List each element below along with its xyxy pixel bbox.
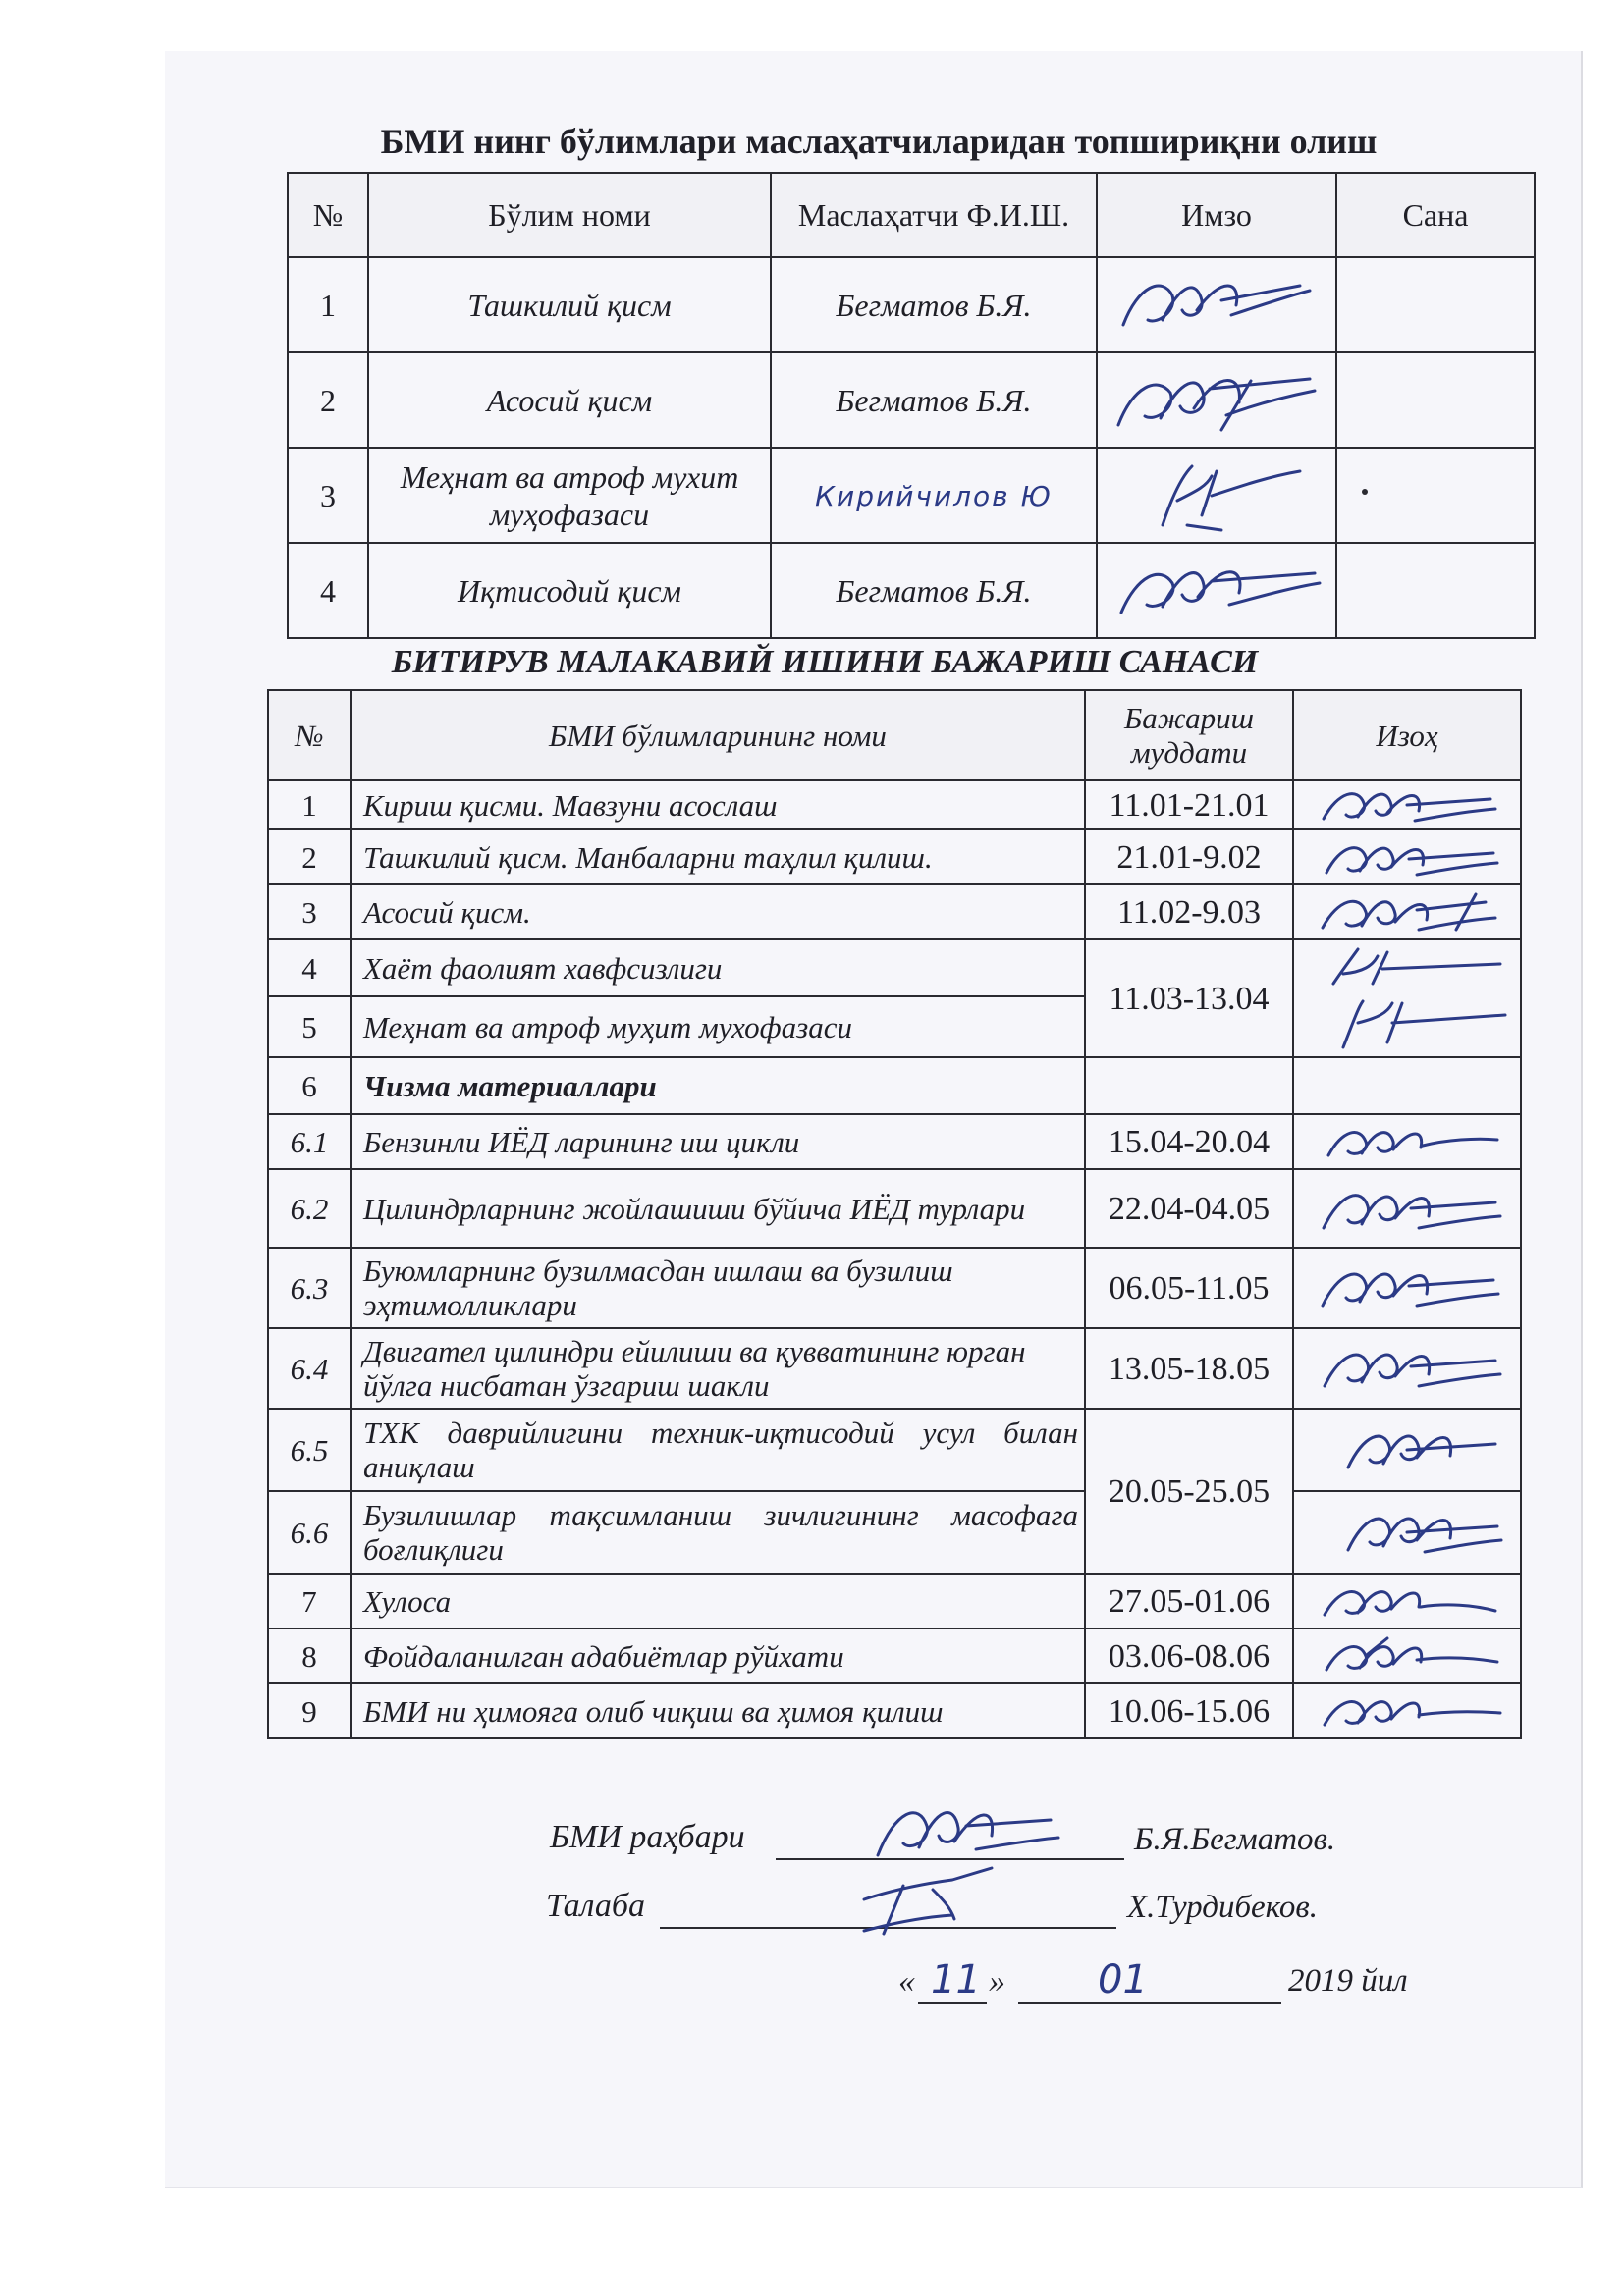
item-name: Меҳнат ва атроф муҳит мухофазаси	[351, 996, 1085, 1057]
signature-image	[1304, 944, 1510, 1052]
signature-image	[1309, 1420, 1505, 1479]
section-name: Меҳнат ва атроф мухит муҳофазаси	[368, 448, 771, 543]
row-number: 6.6	[268, 1491, 351, 1574]
signature-image	[1309, 1689, 1505, 1733]
consultant-name	[771, 448, 1097, 543]
row-number: 4	[288, 543, 368, 638]
header-no: №	[268, 690, 351, 780]
signature-image	[1309, 1179, 1505, 1238]
schedule-table	[267, 689, 1522, 1739]
table-row	[268, 1683, 1521, 1738]
table-row	[268, 1328, 1521, 1409]
item-name: Бензинли ИЁД ларининг иш цикли	[351, 1114, 1085, 1169]
row-number: 6.1	[268, 1114, 351, 1169]
section1-title: БМИ нинг бўлимлари маслаҳатчиларидан топшириқни олиш	[380, 122, 1378, 161]
item-name: Кириш қисми. Мавзуни асослаш	[351, 780, 1085, 829]
date-month-line	[1018, 2002, 1281, 2004]
date-cell	[1336, 257, 1535, 352]
date-close-quote: »	[989, 1963, 1005, 2000]
signature-image	[1309, 1120, 1505, 1163]
row-number: 8	[268, 1629, 351, 1683]
deadline: 21.01-9.02	[1085, 829, 1293, 884]
section-name: Иқтисодий қисм	[368, 543, 771, 638]
item-name: Хулоса	[351, 1574, 1085, 1629]
row-number: 6	[268, 1057, 351, 1114]
note-signature	[1293, 884, 1521, 939]
table-row	[268, 1114, 1521, 1169]
table-row	[268, 1169, 1521, 1248]
ink-dot	[1362, 489, 1368, 495]
date-open-quote: «	[898, 1963, 915, 2000]
signature-image	[1309, 1579, 1505, 1623]
signature-image	[1104, 266, 1329, 345]
deadline: 06.05-11.05	[1085, 1248, 1293, 1328]
table-row	[288, 448, 1535, 543]
date-day: 11	[931, 1957, 981, 2002]
signature-cell	[1097, 448, 1336, 543]
item-name: Асосий қисм.	[351, 884, 1085, 939]
consultant-name: Бегматов Б.Я.	[771, 352, 1097, 448]
item-name: Фойдаланилган адабиётлар рўйхати	[351, 1629, 1085, 1683]
note-signature	[1293, 1114, 1521, 1169]
header-no: №	[288, 173, 368, 257]
header-date: Сана	[1336, 173, 1535, 257]
signature-cell	[1097, 352, 1336, 448]
row-number: 6.5	[268, 1409, 351, 1491]
row-number: 2	[288, 352, 368, 448]
row-number: 6.2	[268, 1169, 351, 1248]
deadline: 15.04-20.04	[1085, 1114, 1293, 1169]
signature-image	[1309, 890, 1505, 934]
consultants-table	[287, 172, 1536, 639]
header-signature: Имзо	[1097, 173, 1336, 257]
item-name: Хаёт фаолият хавфсизлиги	[351, 939, 1085, 996]
header-name: БМИ бўлимларининг номи	[351, 690, 1085, 780]
date-cell	[1336, 543, 1535, 638]
table-row	[268, 1491, 1521, 1574]
table-row	[268, 780, 1521, 829]
student-signature	[844, 1860, 1021, 1939]
item-name: Двигател цилиндри ейилиши ва қувватининг юрган йўлга нисбатан ўзгариш шакли	[351, 1328, 1085, 1409]
header-consultant: Маслаҳатчи Ф.И.Ш.	[771, 173, 1097, 257]
signature-image	[1309, 1258, 1505, 1317]
item-name: Цилиндрларнинг жойлашиши бўйича ИЁД турлари	[351, 1169, 1085, 1248]
date-day-line	[918, 2002, 987, 2004]
note-signature	[1293, 829, 1521, 884]
table-row	[268, 884, 1521, 939]
table-row	[268, 829, 1521, 884]
deadline: 27.05-01.06	[1085, 1574, 1293, 1629]
note-signature	[1293, 1328, 1521, 1409]
note-cell	[1293, 1057, 1521, 1114]
section2-title: БИТИРУВ МАЛАКАВИЙ ИШИНИ БАЖАРИШ САНАСИ	[391, 644, 1259, 680]
consultant-handwritten: Кирийчилов Ю	[815, 479, 1053, 512]
note-signature	[1293, 939, 1521, 1057]
signature-image	[1309, 783, 1505, 827]
signature-image	[1309, 1339, 1505, 1398]
note-signature	[1293, 1409, 1521, 1491]
header-deadline: Бажариш муддати	[1085, 690, 1293, 780]
supervisor-label: БМИ раҳбари	[550, 1819, 745, 1855]
note-signature	[1293, 1248, 1521, 1328]
table-row	[268, 1057, 1521, 1114]
table-row	[288, 543, 1535, 638]
student-name: Х.Турдибеков.	[1127, 1890, 1318, 1925]
table-row	[268, 1409, 1521, 1491]
signature-image	[1309, 1634, 1505, 1678]
row-number: 1	[288, 257, 368, 352]
table-row	[288, 257, 1535, 352]
item-name: Чизма материаллари	[351, 1057, 1085, 1114]
deadline: 03.06-08.06	[1085, 1629, 1293, 1683]
student-label: Талаба	[546, 1888, 646, 1924]
date-month: 01	[1098, 1957, 1148, 2002]
section-name: Асосий қисм	[368, 352, 771, 448]
signature-image	[1104, 456, 1329, 535]
item-name: БМИ ни ҳимояга олиб чиқиш ва ҳимоя қилиш	[351, 1683, 1085, 1738]
consultant-name: Бегматов Б.Я.	[771, 543, 1097, 638]
section-name: Ташкилий қисм	[368, 257, 771, 352]
table-row	[268, 1629, 1521, 1683]
row-number: 6.3	[268, 1248, 351, 1328]
signature-image	[1104, 361, 1329, 440]
date-cell	[1336, 448, 1535, 543]
note-signature	[1293, 1574, 1521, 1629]
row-number: 5	[268, 996, 351, 1057]
row-number: 6.4	[268, 1328, 351, 1409]
note-signature	[1293, 780, 1521, 829]
row-number: 4	[268, 939, 351, 996]
item-name: Буюмларнинг бузилмасдан ишлаш ва бузилиш эҳтимолликлари	[351, 1248, 1085, 1328]
deadline	[1085, 1057, 1293, 1114]
table-row	[268, 939, 1521, 996]
supervisor-name: Б.Я.Бегматов.	[1134, 1822, 1336, 1857]
deadline: 22.04-04.05	[1085, 1169, 1293, 1248]
row-number: 2	[268, 829, 351, 884]
signature-image	[1309, 1503, 1505, 1562]
row-number: 3	[268, 884, 351, 939]
note-signature	[1293, 1491, 1521, 1574]
header-note: Изоҳ	[1293, 690, 1521, 780]
supervisor-signature	[864, 1787, 1060, 1865]
deadline: 11.02-9.03	[1085, 884, 1293, 939]
row-number: 1	[268, 780, 351, 829]
deadline: 20.05-25.05	[1085, 1409, 1293, 1574]
table-header-row	[288, 173, 1535, 257]
signature-image	[1309, 835, 1505, 879]
table-header-row	[268, 690, 1521, 780]
signature-cell	[1097, 543, 1336, 638]
item-name: Ташкилий қисм. Манбаларни таҳлил қилиш.	[351, 829, 1085, 884]
signature-cell	[1097, 257, 1336, 352]
header-section: Бўлим номи	[368, 173, 771, 257]
note-signature	[1293, 1169, 1521, 1248]
deadline: 11.01-21.01	[1085, 780, 1293, 829]
deadline: 10.06-15.06	[1085, 1683, 1293, 1738]
date-cell	[1336, 352, 1535, 448]
item-name: Бузилишлар тақсимланиш зичлигининг масофага боғлиқлиги	[351, 1491, 1085, 1574]
row-number: 7	[268, 1574, 351, 1629]
table-row	[288, 352, 1535, 448]
signature-image	[1104, 552, 1329, 630]
row-number: 9	[268, 1683, 351, 1738]
consultant-name: Бегматов Б.Я.	[771, 257, 1097, 352]
item-name: ТХК даврийлигини техник-иқтисодий усул билан аниқлаш	[351, 1409, 1085, 1491]
note-signature	[1293, 1629, 1521, 1683]
table-row	[268, 1248, 1521, 1328]
table-row	[268, 1574, 1521, 1629]
deadline: 11.03-13.04	[1085, 939, 1293, 1057]
note-signature	[1293, 1683, 1521, 1738]
row-number: 3	[288, 448, 368, 543]
date-year: 2019 йил	[1288, 1963, 1408, 1999]
deadline: 13.05-18.05	[1085, 1328, 1293, 1409]
